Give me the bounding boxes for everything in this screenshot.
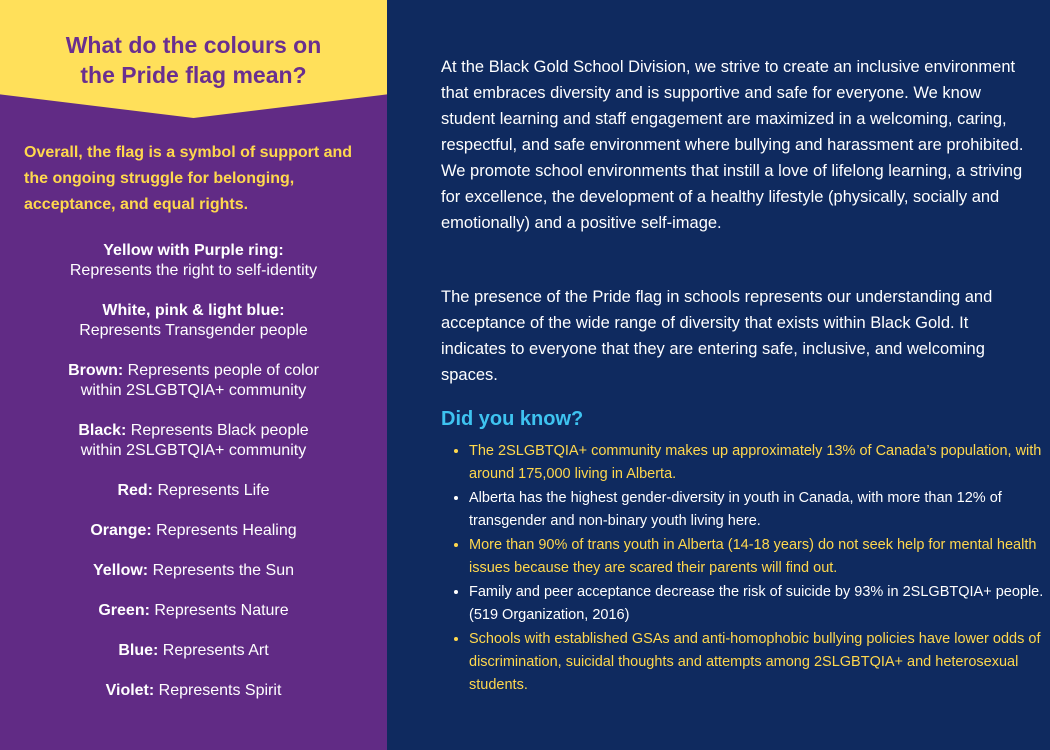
- colour-item-orange: [0, 521, 387, 541]
- colour-label: Violet:: [105, 682, 155, 699]
- colour-label: Brown:: [68, 362, 124, 379]
- colour-label: Yellow with Purple ring:: [103, 242, 284, 259]
- page-title: [0, 30, 387, 90]
- list-item: • More than 90% of trans youth in Alberta (14-18 years) do not seek help for mental health issues because they are scared their parents will find out.: [469, 534, 1049, 580]
- colour-description: Represents Black people: [126, 422, 309, 439]
- did-you-know-heading: Did you know?: [441, 408, 584, 430]
- colour-label: Red:: [117, 482, 154, 499]
- intro-text: Overall, the flag is a symbol of support and the ongoing struggle for belonging, acceptance, and equal rights.: [24, 144, 353, 213]
- colour-description-line-2: within 2SLGBTQIA+ community: [80, 382, 307, 399]
- right-panel: [387, 0, 1050, 750]
- title-line-2: the Pride flag mean?: [80, 62, 307, 88]
- colour-meanings-list: [0, 241, 387, 721]
- colour-description: Represents people of color: [123, 362, 319, 379]
- colour-description: Represents Art: [158, 642, 269, 659]
- colour-item-blue: [0, 641, 387, 661]
- colour-description: Represents the right to self-identity: [69, 262, 318, 279]
- colour-label: Green:: [98, 602, 150, 619]
- colour-item-black: [0, 421, 387, 461]
- colour-item-violet: [0, 681, 387, 701]
- colour-label: Yellow:: [93, 562, 149, 579]
- list-item: • The 2SLGBTQIA+ community makes up approximately 13% of Canada’s population, with around 175,000 living in Alberta.: [469, 440, 1049, 486]
- paragraph-inclusive-environment: At the Black Gold School Division, we strive to create an inclusive environment that embraces diversity and is supportive and safe for everyone. We know student learning and staff engagement are maximized in a welcoming, caring, respectful, and safe environment where bullying and harassment are prohibited. We promote school environments that instill a love of lifelong learning, a striving for excellence, the development of a healthy lifestyle (physically, socially and emotionally) and a positive self-image.: [441, 58, 1024, 232]
- colour-item-yellow-purple: [0, 241, 387, 281]
- colour-label: White, pink & light blue:: [102, 302, 285, 319]
- colour-description: Represents Transgender people: [79, 322, 308, 339]
- colour-description: Represents Healing: [151, 522, 297, 539]
- list-item: • Alberta has the highest gender-diversity in youth in Canada, with more than 12% of transgender and non-binary youth living here.: [469, 487, 1049, 533]
- colour-label: Black:: [78, 422, 127, 439]
- colour-description: Represents the Sun: [148, 562, 294, 579]
- colour-label: Blue:: [118, 642, 159, 659]
- title-line-1: What do the colours on: [65, 32, 322, 58]
- list-item: • Schools with established GSAs and anti-homophobic bullying policies have lower odds of discrimination, suicidal thoughts and attempts among 2SLGBTQIA+ and heterosexual students.: [469, 628, 1049, 697]
- colour-item-brown: [0, 361, 387, 401]
- list-item: • Family and peer acceptance decrease the risk of suicide by 93% in 2SLGBTQIA+ people. (519 Organization, 2016): [469, 581, 1049, 627]
- left-panel: [0, 0, 387, 750]
- colour-item-green: [0, 601, 387, 621]
- colour-item-white-pink-blue: [0, 301, 387, 341]
- colour-description-line-2: within 2SLGBTQIA+ community: [80, 442, 307, 459]
- did-you-know-list: [441, 440, 1049, 698]
- colour-description: Represents Life: [153, 482, 270, 499]
- colour-description: Represents Nature: [149, 602, 289, 619]
- paragraph-pride-flag-presence: The presence of the Pride flag in schools represents our understanding and acceptance of the wide range of diversity that exists within Black Gold. It indicates to everyone that they are entering safe, inclusive, and welcoming spaces.: [441, 288, 993, 384]
- colour-description: Represents Spirit: [154, 682, 282, 699]
- colour-item-yellow: [0, 561, 387, 581]
- colour-label: Orange:: [90, 522, 152, 539]
- colour-item-red: [0, 481, 387, 501]
